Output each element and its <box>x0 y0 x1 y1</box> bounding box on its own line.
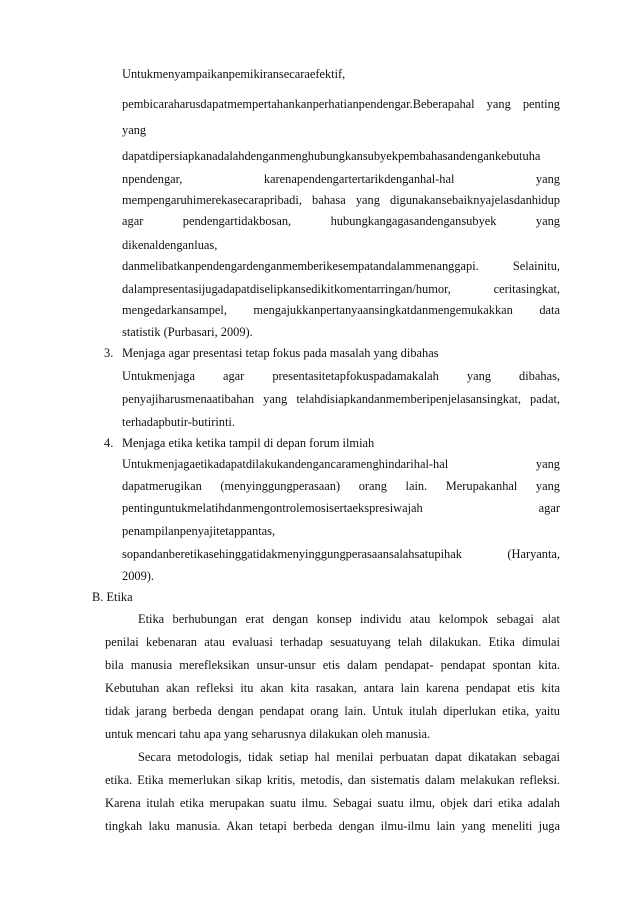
item4-line-1: Untukmenjagaetikadapatdilakukandengancaramenghindarihal-hal yang <box>122 457 560 471</box>
etika-p2-line-4: tingkah laku manusia. Akan tetapi berbeda dengan ilmu-ilmu lain yang meneliti juga <box>105 819 560 833</box>
item4-line-6: 2009). <box>122 569 155 583</box>
item2-line-12: statistik (Purbasari, 2009). <box>122 325 253 339</box>
item4-line-4: penampilanpenyajitetappantas, <box>122 524 276 538</box>
etika-p1-line-1: Etika berhubungan erat dengan konsep individu atau kelompok sebagai alat <box>138 612 560 626</box>
list-number-4: 4. <box>104 436 114 450</box>
item2-line-5: npendengar, karenapendengartertarikdenganhal-hal yang <box>122 172 560 186</box>
item3-line-2: penyajiharusmenaatibahan yang telahdisiapkandanmemberipenjelasansingkat, padat, <box>122 392 560 406</box>
etika-p2-line-2: etika. Etika memerlukan sikap kritis, metodis, dan sistematis dalam melakukan refleksi. <box>105 773 560 787</box>
etika-p1-line-3: bila manusia merefleksikan unsur-unsur etis dalam pendapat- pendapat spontan kita. <box>105 658 560 672</box>
etika-p1-line-5: tidak jarang berbeda dengan pendapat orang lain. Untuk itulah diperlukan etika, yaitu <box>105 704 560 718</box>
item3-line-3: terhadapbutir-butirinti. <box>122 415 235 429</box>
item4-heading: Menjaga etika ketika tampil di depan forum ilmiah <box>122 436 375 450</box>
item2-line-3: yang <box>122 123 147 137</box>
item2-line-1: Untukmenyampaikanpemikiransecaraefektif, <box>122 67 346 81</box>
item2-line-6: mempengaruhimerekasecarapribadi, bahasa yang digunakansebaiknyajelasdanhidup <box>122 193 560 207</box>
item2-line-2: pembicaraharusdapatmempertahankanperhatianpendengar.Beberapahal yang penting <box>122 97 560 111</box>
section-b-heading: B. Etika <box>92 590 133 604</box>
item3-heading: Menjaga agar presentasi tetap fokus pada masalah yang dibahas <box>122 346 439 360</box>
list-number-3: 3. <box>104 346 114 360</box>
item3-line-1: Untukmenjaga agar presentasitetapfokuspadamakalah yang dibahas, <box>122 369 560 383</box>
etika-p2-line-3: Karena itulah etika merupakan suatu ilmu. Sebagai suatu ilmu, objek dari etika adalah <box>105 796 560 810</box>
item2-line-8: dikenaldenganluas, <box>122 238 218 252</box>
etika-p1-line-6: untuk mencari tahu apa yang seharusnya dilakukan oleh manusia. <box>105 727 431 741</box>
item2-line-10: dalampresentasijugadapatdiselipkansedikitkomentarringan/humor, ceritasingkat, <box>122 282 560 296</box>
etika-p1-line-2: penilai kebenaran atau evaluasi terhadap sesuatuyang telah dilakukan. Etika dimulai <box>105 635 560 649</box>
item2-line-7: agar pendengartidakbosan, hubungkangagasandengansubyek yang <box>122 214 560 228</box>
item2-line-11: mengedarkansampel, mengajukkanpertanyaansingkatdanmengemukakkan data <box>122 303 560 317</box>
item4-line-2: dapatmerugikan (menyinggungperasaan) orang lain. Merupakanhal yang <box>122 479 560 493</box>
item2-line-9: danmelibatkanpendengardenganmemberikesempatandalammenanggapi. Selainitu, <box>122 259 560 273</box>
item2-line-4: dapatdipersiapkanadalahdenganmenghubungkansubyekpembahasandengankebutuha <box>122 149 541 163</box>
item4-line-5: sopandanberetikasehinggatidakmenyinggungperasaansalahsatupihak (Haryanta, <box>122 547 560 561</box>
item4-line-3: pentinguntukmelatihdanmengontrolemosisertaekspresiwajah agar <box>122 501 560 515</box>
etika-p2-line-1: Secara metodologis, tidak setiap hal menilai perbuatan dapat dikatakan sebagai <box>138 750 560 764</box>
etika-p1-line-4: Kebutuhan akan refleksi itu akan kita rasakan, antara lain karena pendapat etis kita <box>105 681 560 695</box>
